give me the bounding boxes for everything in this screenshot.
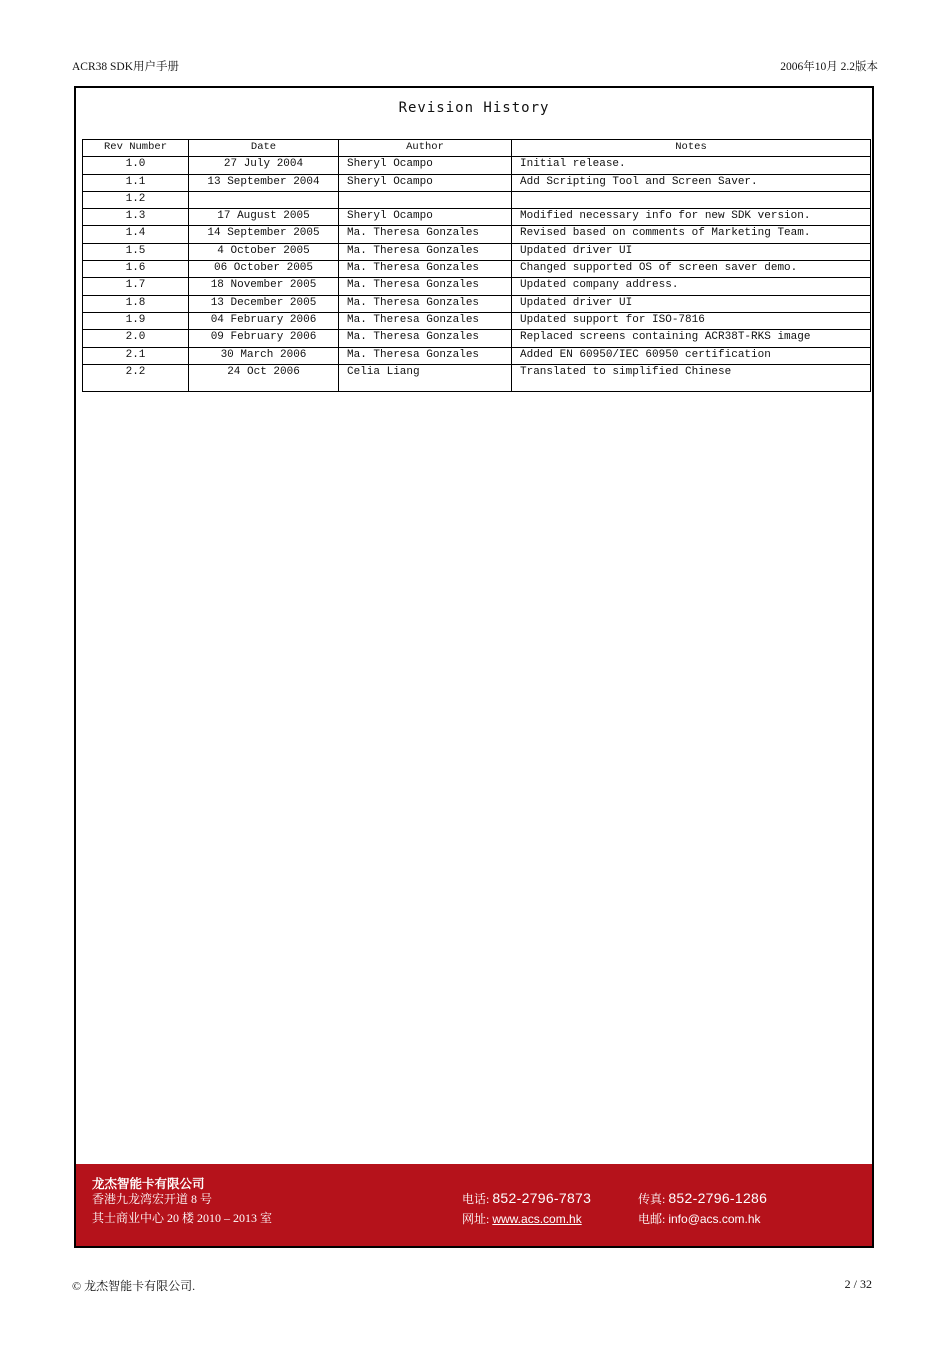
table-row — [83, 330, 871, 347]
cell-author: Ma. Theresa Gonzales — [339, 278, 512, 295]
revision-history-title: Revision History — [398, 100, 550, 116]
cell-rev: 1.8 — [83, 295, 189, 312]
cell-notes: Modified necessary info for new SDK version. — [512, 209, 871, 226]
cell-author — [339, 191, 512, 208]
table-row — [83, 261, 871, 278]
table-row — [83, 157, 871, 174]
email-label: 电邮: — [638, 1212, 666, 1226]
cell-date: 18 November 2005 — [189, 278, 339, 295]
cell-author: Sheryl Ocampo — [339, 157, 512, 174]
table-row — [83, 364, 871, 391]
table-row — [83, 243, 871, 260]
cell-date: 04 February 2006 — [189, 312, 339, 329]
cell-notes: Added EN 60950/IEC 60950 certification — [512, 347, 871, 364]
cell-date: 30 March 2006 — [189, 347, 339, 364]
cell-notes: Changed supported OS of screen saver demo. — [512, 261, 871, 278]
col-header-author: Author — [339, 140, 512, 157]
copyright-text: © 龙杰智能卡有限公司. — [72, 1279, 196, 1293]
cell-date: 17 August 2005 — [189, 209, 339, 226]
website-label: 网址: — [462, 1212, 490, 1226]
cell-date: 06 October 2005 — [189, 261, 339, 278]
cell-author: Celia Liang — [339, 364, 512, 391]
col-header-date: Date — [189, 140, 339, 157]
cell-date — [189, 191, 339, 208]
cell-notes: Updated company address. — [512, 278, 871, 295]
cell-notes: Replaced screens containing ACR38T-RKS image — [512, 330, 871, 347]
table-row — [83, 226, 871, 243]
page-footer — [72, 1277, 872, 1293]
cell-notes: Updated driver UI — [512, 243, 871, 260]
cell-author: Ma. Theresa Gonzales — [339, 243, 512, 260]
cell-author: Sheryl Ocampo — [339, 174, 512, 191]
cell-author: Ma. Theresa Gonzales — [339, 347, 512, 364]
table-header-row — [83, 140, 871, 157]
cell-author: Ma. Theresa Gonzales — [339, 295, 512, 312]
cell-date: 24 Oct 2006 — [189, 364, 339, 391]
fax-info — [638, 1190, 767, 1207]
table-row — [83, 191, 871, 208]
email-info — [638, 1210, 761, 1227]
cell-date: 09 February 2006 — [189, 330, 339, 347]
content-frame — [74, 86, 874, 1248]
email-address: info@acs.com.hk — [668, 1212, 761, 1226]
cell-date: 13 September 2004 — [189, 174, 339, 191]
page-number: 2 / 32 — [844, 1277, 872, 1291]
table-row — [83, 174, 871, 191]
table-row — [83, 278, 871, 295]
address-line-2: 其士商业中心 20 楼 2010 – 2013 室 — [92, 1211, 273, 1225]
revision-table — [82, 139, 871, 392]
table-row — [83, 347, 871, 364]
col-header-rev: Rev Number — [83, 140, 189, 157]
header-date-version: 2006年10月 2.2版本 — [780, 61, 878, 73]
company-name: 龙杰智能卡有限公司 — [92, 1177, 205, 1191]
cell-rev: 1.6 — [83, 261, 189, 278]
fax-number: 852-2796-1286 — [668, 1190, 768, 1206]
cell-notes: Updated driver UI — [512, 295, 871, 312]
page-header — [72, 58, 878, 74]
cell-author: Ma. Theresa Gonzales — [339, 312, 512, 329]
cell-date: 4 October 2005 — [189, 243, 339, 260]
cell-notes: Revised based on comments of Marketing Team. — [512, 226, 871, 243]
col-header-notes: Notes — [512, 140, 871, 157]
website-info — [462, 1210, 582, 1227]
company-footer-band — [76, 1164, 872, 1246]
phone-number: 852-2796-7873 — [492, 1190, 592, 1206]
cell-notes: Translated to simplified Chinese — [512, 364, 871, 391]
website-link[interactable]: www.acs.com.hk — [492, 1212, 582, 1226]
cell-author: Ma. Theresa Gonzales — [339, 261, 512, 278]
cell-rev: 1.3 — [83, 209, 189, 226]
table-row — [83, 312, 871, 329]
header-doc-title: ACR38 SDK用户手册 — [72, 61, 180, 73]
cell-author: Sheryl Ocampo — [339, 209, 512, 226]
cell-rev: 1.2 — [83, 191, 189, 208]
cell-notes: Add Scripting Tool and Screen Saver. — [512, 174, 871, 191]
table-row — [83, 295, 871, 312]
address-line-1: 香港九龙湾宏开道 8 号 — [92, 1192, 213, 1206]
cell-rev: 1.5 — [83, 243, 189, 260]
phone-label: 电话: — [462, 1192, 490, 1206]
cell-rev: 1.0 — [83, 157, 189, 174]
cell-rev: 1.4 — [83, 226, 189, 243]
cell-rev: 2.0 — [83, 330, 189, 347]
cell-author: Ma. Theresa Gonzales — [339, 226, 512, 243]
cell-date: 14 September 2005 — [189, 226, 339, 243]
cell-rev: 2.2 — [83, 364, 189, 391]
cell-rev: 1.1 — [83, 174, 189, 191]
cell-notes: Updated support for ISO-7816 — [512, 312, 871, 329]
cell-rev: 1.7 — [83, 278, 189, 295]
table-row — [83, 209, 871, 226]
phone-info — [462, 1190, 591, 1207]
fax-label: 传真: — [638, 1192, 666, 1206]
cell-notes — [512, 191, 871, 208]
cell-notes: Initial release. — [512, 157, 871, 174]
cell-rev: 1.9 — [83, 312, 189, 329]
cell-rev: 2.1 — [83, 347, 189, 364]
cell-author: Ma. Theresa Gonzales — [339, 330, 512, 347]
cell-date: 27 July 2004 — [189, 157, 339, 174]
cell-date: 13 December 2005 — [189, 295, 339, 312]
